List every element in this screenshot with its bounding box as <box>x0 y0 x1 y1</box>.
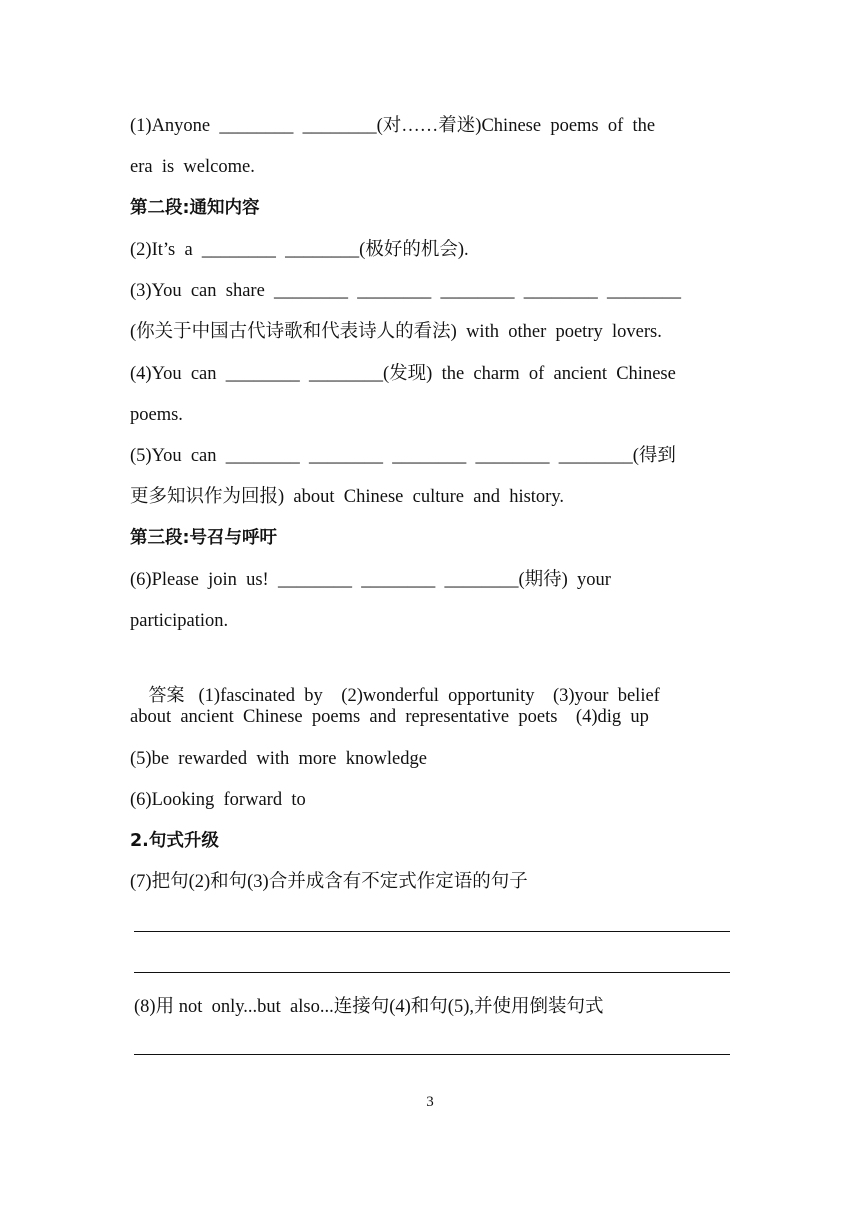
question-3-line-1: (3)You can share ________ ________ ________ ________ ________ <box>130 281 682 301</box>
sentence-upgrade-heading: 2.句式升级 <box>130 831 219 851</box>
answer-text-1: (1)fascinated by (2)wonderful opportunity (3)your belief <box>198 686 660 706</box>
question-2-line: (2)It’s a ________ ________(极好的机会). <box>130 240 469 260</box>
answer-line-4: (6)Looking forward to <box>130 790 306 810</box>
question-3-line-2: (你关于中国古代诗歌和代表诗人的看法) with other poetry lovers. <box>130 322 662 342</box>
answer-blank-line-3[interactable] <box>134 1054 730 1055</box>
answer-line-2: about ancient Chinese poems and representative poets (4)dig up <box>130 707 649 727</box>
answer-blank-line-1[interactable] <box>134 931 730 932</box>
question-6-line-2: participation. <box>130 611 229 631</box>
document-page <box>130 0 730 1216</box>
section-2-heading: 第二段:通知内容 <box>130 198 260 218</box>
question-4-line-1: (4)You can ________ ________(发现) the charm of ancient Chinese <box>130 364 676 384</box>
question-1-line-1: (1)Anyone ________ ________(对……着迷)Chinese poems of the <box>130 116 656 136</box>
section-3-heading: 第三段:号召与呼吁 <box>130 528 277 548</box>
question-7-prompt: (7)把句(2)和句(3)合并成含有不定式作定语的句子 <box>130 872 528 892</box>
answer-blank-line-2[interactable] <box>134 972 730 973</box>
question-5-line-2: 更多知识作为回报) about Chinese culture and history. <box>130 487 565 507</box>
answer-line-3: (5)be rewarded with more knowledge <box>130 749 427 769</box>
answer-label: 答案 <box>148 685 185 706</box>
question-8-prompt: (8)用 not only...but also...连接句(4)和句(5),并使用倒装句式 <box>134 997 604 1017</box>
question-6-line-1: (6)Please join us! ________ ________ ________(期待) your <box>130 570 611 590</box>
question-5-line-1: (5)You can ________ ________ ________ ________ ________(得到 <box>130 446 676 466</box>
question-4-line-2: poems. <box>130 405 183 425</box>
page-number: 3 <box>426 1094 434 1110</box>
question-1-line-2: era is welcome. <box>130 157 255 177</box>
